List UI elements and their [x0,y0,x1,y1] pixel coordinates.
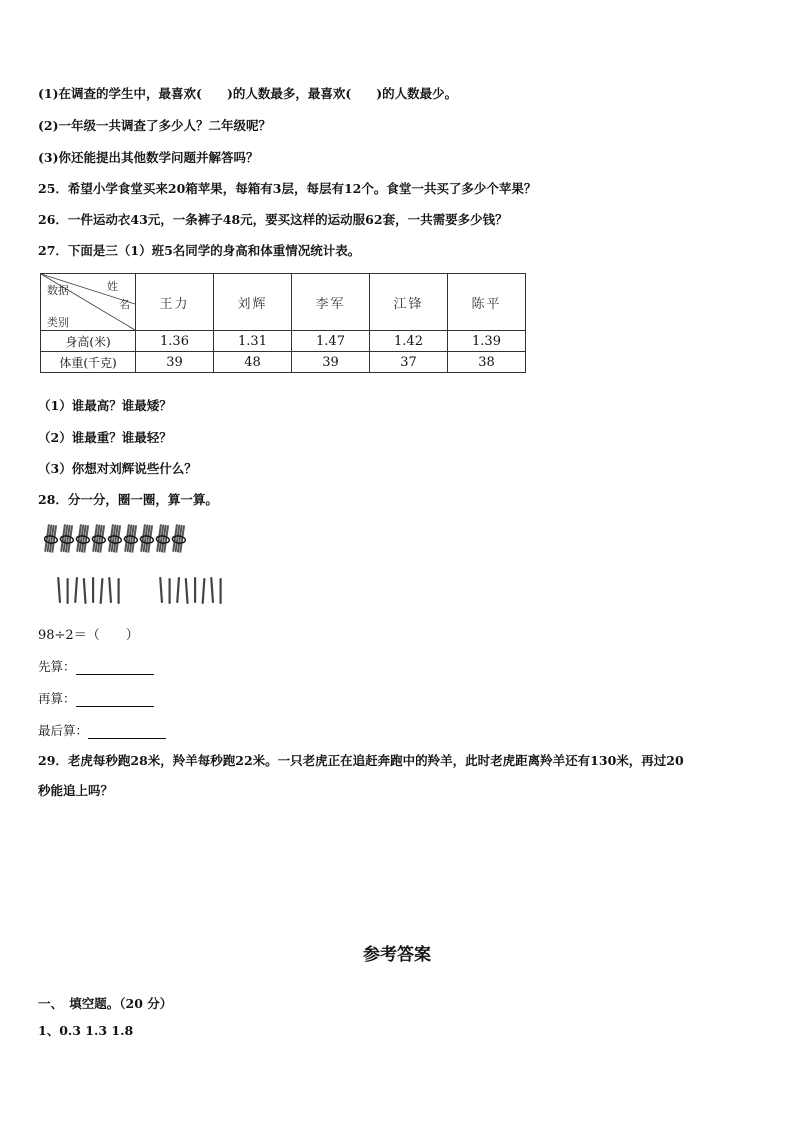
step3-row [38,721,166,739]
step2-blank[interactable] [76,706,154,707]
question-29-line1: 29．老虎每秒跑28米，羚羊每秒跑22米。一只老虎正在追赶奔跑中的羚羊，此时老虎距离羚羊还有130米，再过20 [38,753,684,768]
loose-stick [108,577,112,603]
stick-bundle-icon [107,524,124,554]
stick-bundle-icon [171,524,188,554]
row-label: 身高(米) [41,331,136,352]
loose-stick [159,577,163,603]
table-cell: 38 [448,352,526,373]
step1-blank[interactable] [76,674,154,675]
loose-stick [169,578,171,604]
loose-stick [57,577,61,603]
loose-stick [185,578,189,604]
division-equation: 98÷2＝（ ） [38,628,139,643]
q27-sub3: （3）你想对刘辉说些什么？ [38,461,197,476]
loose-stick [83,578,87,604]
table-corner-header [41,274,136,331]
student-name: 刘辉 [214,274,292,331]
table-cell: 39 [292,352,370,373]
step3-label: 最后算： [38,723,89,738]
loose-sticks-image [56,575,226,607]
student-name: 陈平 [448,274,526,331]
row-label: 体重(千克) [41,352,136,373]
table-cell: 1.36 [136,331,214,352]
loose-stick [100,578,104,604]
stick-bundle-icon [123,524,140,554]
loose-stick [67,578,69,604]
q24-sub1: (1)在调查的学生中，最喜欢( )的人数最多，最喜欢( )的人数最少。 [38,86,458,101]
table-row-weight [41,352,526,373]
step3-blank[interactable] [88,738,166,739]
student-name: 李军 [292,274,370,331]
loose-stick [220,578,222,604]
step2-row [38,689,154,707]
stick-bundle-icon [59,524,76,554]
corner-data: 数据 [47,284,69,297]
corner-name2: 名 [119,298,130,311]
q24-sub2: (2)一年级一共调查了多少人？二年级呢？ [38,118,272,133]
answers-section: 一、 填空题。（20 分） [38,996,173,1011]
loose-stick [210,577,214,603]
table-cell: 1.31 [214,331,292,352]
table-cell: 37 [370,352,448,373]
step1-row [38,657,154,675]
loose-stick [92,577,94,603]
stick-bundle-icon [44,524,59,554]
question-25: 25．希望小学食堂买来20箱苹果，每箱有3层，每层有12个。食堂一共买了多少个苹果？ [38,181,537,196]
corner-category: 类别 [47,316,69,329]
student-name: 王力 [136,274,214,331]
stick-bundle-icon [75,524,92,554]
loose-stick [74,577,78,603]
question-27: 27．下面是三（1）班5名同学的身高和体重情况统计表。 [38,243,361,258]
corner-name1: 姓 [107,280,118,293]
q27-sub2: （2）谁最重？谁最轻？ [38,430,172,445]
table-cell: 1.39 [448,331,526,352]
q27-sub1: （1）谁最高？谁最矮？ [38,398,172,413]
stick-bundle-icon [139,524,156,554]
table-cell: 1.42 [370,331,448,352]
stick-bundles-image [44,522,204,558]
student-name: 江锋 [370,274,448,331]
loose-stick [176,577,180,603]
question-26: 26．一件运动衣43元，一条裤子48元，要买这样的运动服62套，一共需要多少钱？ [38,212,508,227]
loose-stick [194,577,196,603]
table-row-height [41,331,526,352]
table-cell: 39 [136,352,214,373]
stick-bundle-icon [155,524,172,554]
question-28: 28．分一分，圈一圈，算一算。 [38,492,218,507]
loose-stick [118,578,120,604]
stick-bundle-icon [91,524,108,554]
stats-table [40,273,526,373]
q24-sub3: (3)你还能提出其他数学问题并解答吗？ [38,150,259,165]
table-cell: 48 [214,352,292,373]
question-29-line2: 秒能追上吗？ [38,783,114,798]
table-cell: 1.47 [292,331,370,352]
loose-stick [202,578,206,604]
step1-label: 先算： [38,659,76,674]
answers-title: 参考答案 [363,945,431,965]
answer-1: 1、0.3 1.3 1.8 [38,1023,134,1038]
step2-label: 再算： [38,691,76,706]
